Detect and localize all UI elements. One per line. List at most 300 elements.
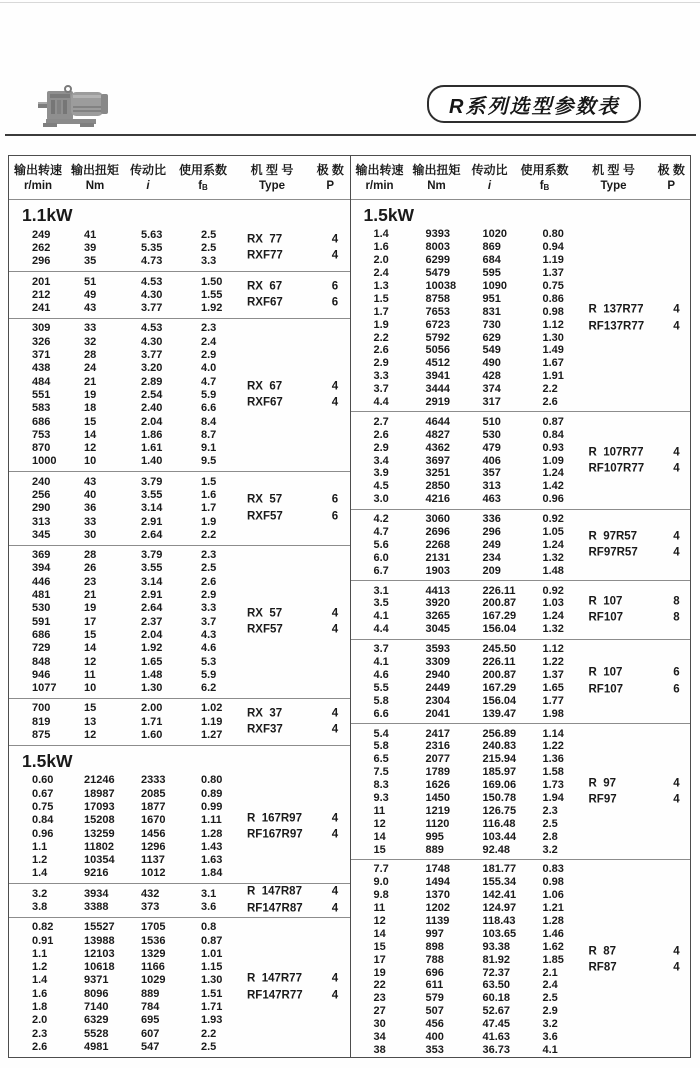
speed-cell: 1.2: [32, 854, 48, 867]
ratio-cell: 1166: [141, 961, 165, 974]
service-factor-cell: 1.02: [201, 702, 223, 715]
type-label: RF167R97: [247, 828, 303, 841]
power-section-label: 1.5kW: [22, 750, 73, 771]
torque-cell: 12: [84, 655, 97, 668]
torque-cell: 51: [84, 275, 97, 288]
parameter-group: [351, 411, 691, 508]
speed-cell: 30: [373, 1018, 386, 1031]
table-row: [9, 348, 350, 361]
ratio-cell: 209: [482, 564, 501, 577]
table-row: [351, 480, 691, 493]
service-factor-cell: 2.6: [542, 396, 558, 409]
service-factor-cell: 1.24: [542, 467, 564, 480]
ratio-cell: 4.53: [141, 322, 163, 335]
service-factor-cell: 3.3: [201, 255, 217, 268]
poles-value: 8: [673, 611, 680, 624]
torque-cell: 12: [84, 442, 97, 455]
table-row: [351, 1031, 691, 1044]
speed-cell: 14: [373, 927, 386, 940]
table-row: [351, 707, 691, 720]
type-pole-overlay: [247, 278, 345, 311]
service-factor-cell: 3.3: [201, 602, 217, 615]
page-edge-line: [0, 2, 700, 3]
torque-cell: 13: [84, 715, 97, 728]
torque-cell: 4362: [425, 441, 450, 454]
speed-cell: 446: [32, 575, 51, 588]
ratio-cell: 139.47: [482, 707, 517, 720]
ratio-cell: 3.79: [141, 549, 163, 562]
type-label: RXF67: [247, 296, 283, 309]
type-line: [247, 378, 345, 395]
table-row: [9, 774, 350, 787]
torque-cell: 1219: [425, 804, 450, 817]
ratio-cell: 2.89: [141, 375, 163, 388]
ratio-cell: 1.71: [141, 715, 163, 728]
speed-cell: 27: [373, 1005, 386, 1018]
ratio-cell: 124.97: [482, 902, 517, 915]
parameter-group: [9, 745, 350, 883]
speed-cell: 3.5: [373, 597, 389, 610]
type-label: RX 37: [247, 707, 283, 720]
group-rows: [351, 863, 691, 1056]
type-label: RX 67: [247, 280, 283, 293]
service-factor-cell: 1.49: [542, 344, 564, 357]
group-rows: [351, 727, 691, 856]
parameter-group: [351, 859, 691, 1058]
ratio-cell: 889: [141, 987, 160, 1000]
ratio-cell: 1.61: [141, 442, 163, 455]
speed-cell: 6.7: [373, 564, 389, 577]
type-label: RF137R77: [588, 320, 645, 333]
ratio-cell: 374: [482, 383, 501, 396]
type-line: [247, 295, 345, 312]
speed-cell: 256: [32, 488, 51, 501]
speed-cell: 7.7: [373, 863, 389, 876]
type-line: [247, 987, 345, 1004]
service-factor-cell: 2.3: [542, 804, 558, 817]
poles-value: 6: [331, 493, 339, 506]
type-label: R 107R77: [588, 446, 644, 459]
speed-cell: 484: [32, 375, 51, 388]
torque-cell: 5528: [84, 1027, 109, 1040]
service-factor-cell: 0.98: [542, 305, 564, 318]
torque-cell: 2316: [425, 740, 450, 753]
speed-cell: 4.1: [373, 656, 389, 669]
service-factor-cell: 1.73: [542, 779, 564, 792]
type-pole-overlay: [589, 444, 687, 477]
type-line: [589, 775, 687, 792]
poles-value: 4: [331, 396, 339, 409]
table-row: [9, 335, 350, 348]
service-factor-cell: 1.32: [542, 551, 564, 564]
speed-cell: 4.2: [373, 513, 389, 526]
parameter-group: [9, 917, 350, 1057]
ratio-cell: 142.41: [482, 889, 517, 902]
table-row: [351, 727, 691, 740]
poles-value: 6: [331, 296, 339, 309]
table-row: [351, 843, 691, 856]
speed-cell: 700: [32, 702, 51, 715]
service-factor-cell: 1.55: [201, 288, 223, 301]
torque-cell: 3697: [425, 454, 450, 467]
ratio-cell: 432: [141, 887, 160, 900]
service-factor-cell: 1.01: [201, 947, 223, 960]
type-pole-overlay: [247, 378, 345, 411]
service-factor-cell: 1.28: [201, 827, 223, 840]
speed-cell: 249: [32, 228, 51, 241]
type-label: RF97: [588, 793, 617, 806]
torque-cell: 3388: [84, 901, 109, 913]
ratio-cell: 530: [482, 428, 501, 441]
service-factor-cell: 1.36: [542, 753, 564, 766]
speed-cell: 729: [32, 642, 51, 655]
table-row: [9, 682, 350, 695]
table-row: [9, 362, 350, 375]
torque-cell: 9371: [84, 974, 109, 987]
service-factor-cell: 1.32: [542, 623, 564, 636]
torque-cell: 3060: [425, 513, 450, 526]
ratio-cell: 181.77: [482, 863, 517, 876]
torque-cell: 1120: [425, 817, 450, 830]
group-rows: [351, 643, 691, 720]
ratio-cell: 47.45: [482, 1018, 511, 1031]
ratio-cell: 150.78: [482, 791, 517, 804]
ratio-cell: 3.77: [141, 349, 163, 362]
title-badge: [427, 85, 641, 123]
ratio-cell: 2085: [141, 787, 166, 800]
torque-cell: 5479: [425, 267, 450, 280]
service-factor-cell: 9.5: [201, 455, 217, 468]
speed-cell: 12: [373, 914, 386, 927]
type-pole-overlay: [589, 593, 687, 626]
torque-cell: 696: [425, 966, 444, 979]
speed-cell: 583: [32, 402, 51, 415]
speed-cell: 1.1: [32, 840, 48, 853]
service-factor-cell: 1.12: [542, 643, 564, 656]
table-row: [351, 863, 691, 876]
type-label: RF107: [588, 683, 624, 696]
service-factor-cell: 2.2: [542, 383, 558, 396]
service-factor-cell: 5.9: [201, 668, 217, 681]
torque-cell: 3444: [425, 383, 450, 396]
ratio-cell: 3.14: [141, 575, 163, 588]
page-title: R系列选型参数表: [449, 95, 620, 118]
header-output-speed: 输出转速 r/min: [355, 163, 404, 192]
service-factor-cell: 1.30: [542, 331, 564, 344]
service-factor-cell: 0.99: [201, 800, 223, 813]
parameter-group: [9, 318, 350, 471]
service-factor-cell: 1.5: [201, 475, 217, 488]
torque-cell: 17: [84, 615, 97, 628]
service-factor-cell: 1.37: [542, 668, 564, 681]
torque-cell: 4216: [425, 493, 450, 506]
speed-cell: 3.0: [373, 493, 389, 506]
ratio-cell: 547: [141, 1040, 160, 1053]
ratio-cell: 185.97: [482, 766, 517, 779]
service-factor-cell: 1.85: [542, 953, 564, 966]
header-type: 机 型 号 Type: [250, 163, 294, 192]
type-pole-overlay: [589, 775, 687, 808]
table-row: [351, 889, 691, 902]
torque-cell: 889: [425, 843, 444, 856]
poles-value: 4: [331, 812, 339, 825]
speed-cell: 22: [373, 979, 386, 992]
poles-value: 6: [331, 510, 339, 523]
ratio-cell: 3.55: [141, 488, 163, 501]
ratio-cell: 156.04: [482, 694, 517, 707]
table-row: [351, 254, 691, 267]
speed-cell: 686: [32, 415, 51, 428]
type-line: [589, 593, 687, 610]
torque-cell: 2131: [425, 551, 450, 564]
ratio-cell: 313: [482, 480, 501, 493]
ratio-cell: 116.48: [482, 817, 516, 830]
ratio-cell: 167.29: [482, 681, 517, 694]
service-factor-cell: 0.87: [542, 415, 564, 428]
torque-cell: 3309: [425, 656, 450, 669]
ratio-cell: 1705: [141, 921, 166, 934]
ratio-cell: 240.83: [482, 740, 517, 753]
torque-cell: 579: [425, 992, 444, 1005]
torque-cell: 24: [84, 362, 97, 375]
ratio-cell: 249: [482, 538, 501, 551]
service-factor-cell: 0.93: [542, 441, 564, 454]
ratio-cell: 296: [482, 526, 501, 539]
group-rows: [9, 228, 350, 268]
type-line: [589, 960, 687, 977]
torque-cell: 18: [84, 402, 97, 415]
ratio-cell: 1137: [141, 854, 165, 867]
type-label: RX 67: [247, 380, 283, 393]
ratio-cell: 234: [482, 551, 501, 564]
column-headers-left: [9, 156, 350, 200]
table-row: [351, 1018, 691, 1031]
poles-value: 6: [673, 683, 680, 696]
type-label: R 147R87: [247, 885, 302, 898]
ratio-cell: 317: [482, 396, 501, 409]
service-factor-cell: 0.92: [542, 584, 564, 597]
speed-cell: 1.1: [32, 947, 48, 960]
type-pole-overlay: [247, 971, 345, 1004]
table-row: [351, 513, 691, 526]
speed-cell: 4.7: [373, 526, 389, 539]
poles-value: 4: [331, 623, 339, 636]
torque-cell: 15: [84, 628, 97, 641]
service-factor-cell: 1.06: [542, 889, 564, 902]
ratio-cell: 479: [482, 441, 501, 454]
parameter-group: [351, 580, 691, 639]
ratio-cell: 167.29: [482, 610, 517, 623]
service-factor-cell: 1.62: [542, 940, 564, 953]
type-label: RXF57: [247, 510, 283, 523]
ratio-cell: 1.65: [141, 655, 163, 668]
ratio-cell: 1.30: [141, 682, 163, 695]
poles-value: 4: [331, 885, 339, 898]
speed-cell: 1.4: [373, 228, 389, 241]
speed-cell: 9.8: [373, 889, 389, 902]
type-label: RXF37: [247, 723, 283, 736]
poles-value: 4: [673, 945, 680, 958]
ratio-cell: 3.55: [141, 562, 163, 575]
torque-cell: 1450: [425, 791, 450, 804]
service-factor-cell: 1.05: [542, 526, 564, 539]
type-line: [247, 248, 345, 265]
table-row: [351, 428, 691, 441]
service-factor-cell: 0.87: [201, 934, 223, 947]
table-row: [9, 475, 350, 488]
speed-cell: 309: [32, 322, 51, 335]
torque-cell: 33: [84, 515, 97, 528]
table-row: [351, 817, 691, 830]
table-row: [9, 441, 350, 454]
speed-cell: 2.0: [32, 1014, 48, 1027]
speed-cell: 2.4: [373, 267, 389, 280]
service-factor-cell: 4.0: [201, 362, 217, 375]
table-row: [9, 921, 350, 934]
type-pole-overlay: [247, 605, 345, 638]
torque-cell: 12: [84, 729, 97, 742]
speed-cell: 1.7: [373, 305, 389, 318]
speed-cell: 0.60: [32, 774, 54, 787]
speed-cell: 5.5: [373, 681, 389, 694]
service-factor-cell: 2.9: [201, 349, 217, 362]
ratio-cell: 156.04: [482, 623, 517, 636]
speed-cell: 875: [32, 729, 51, 742]
type-line: [247, 705, 345, 722]
ratio-cell: 72.37: [482, 966, 511, 979]
type-line: [589, 545, 687, 562]
table-row: [351, 415, 691, 428]
table-row: [351, 1043, 691, 1056]
torque-cell: 23: [84, 575, 97, 588]
torque-cell: 995: [425, 830, 444, 843]
table-row: [9, 867, 350, 880]
torque-cell: 3934: [84, 887, 109, 900]
torque-cell: 6329: [84, 1014, 109, 1027]
speed-cell: 1.6: [32, 987, 48, 1000]
torque-cell: 12103: [84, 947, 115, 960]
speed-cell: 1.9: [373, 318, 389, 331]
speed-cell: 371: [32, 349, 51, 362]
type-pole-overlay: [247, 231, 345, 264]
speed-cell: 345: [32, 528, 51, 541]
type-pole-overlay: [589, 943, 687, 976]
ratio-cell: 695: [141, 1014, 160, 1027]
ratio-cell: 1670: [141, 814, 166, 827]
torque-cell: 14: [84, 642, 97, 655]
power-section-label: 1.5kW: [363, 205, 415, 225]
ratio-cell: 3.79: [141, 475, 163, 488]
type-label: RF97R57: [588, 546, 638, 559]
speed-cell: 5.4: [373, 727, 389, 740]
torque-cell: 32: [84, 335, 97, 348]
service-factor-cell: 2.5: [201, 562, 217, 575]
service-factor-cell: 2.3: [201, 322, 217, 335]
type-pole-overlay: [589, 302, 687, 335]
service-factor-cell: 5.3: [201, 655, 217, 668]
table-row: [9, 787, 350, 800]
torque-cell: 1626: [425, 779, 450, 792]
speed-cell: 481: [32, 589, 51, 602]
torque-cell: 18987: [84, 787, 115, 800]
torque-cell: 1789: [425, 766, 450, 779]
service-factor-cell: 1.51: [201, 987, 223, 1000]
torque-cell: 35: [84, 255, 97, 268]
ratio-cell: 52.67: [482, 1005, 511, 1018]
ratio-cell: 1029: [141, 974, 166, 987]
table-row: [9, 642, 350, 655]
speed-cell: 4.1: [373, 610, 389, 623]
speed-cell: 3.4: [373, 454, 389, 467]
torque-cell: 13259: [84, 827, 115, 840]
torque-cell: 19: [84, 602, 97, 615]
type-line: [247, 508, 345, 525]
parameter-group: [9, 545, 350, 698]
service-factor-cell: 0.83: [542, 863, 564, 876]
poles-value: 4: [673, 303, 680, 316]
service-factor-cell: 1.65: [542, 681, 564, 694]
type-line: [247, 622, 345, 639]
poles-value: 4: [673, 462, 680, 475]
ratio-cell: 336: [482, 513, 501, 526]
service-factor-cell: 2.2: [201, 1027, 217, 1040]
speed-cell: 946: [32, 668, 51, 681]
ratio-cell: 5.63: [141, 228, 163, 241]
torque-cell: 26: [84, 562, 97, 575]
ratio-cell: 2333: [141, 774, 166, 787]
table-row: [351, 344, 691, 357]
torque-cell: 3265: [425, 610, 450, 623]
service-factor-cell: 1.67: [542, 357, 564, 370]
type-line: [589, 792, 687, 809]
torque-cell: 36: [84, 502, 97, 515]
speed-cell: 5.8: [373, 740, 389, 753]
torque-cell: 8003: [425, 241, 450, 254]
speed-cell: 313: [32, 515, 51, 528]
poles-value: 8: [673, 595, 680, 608]
ratio-cell: 3.14: [141, 502, 163, 515]
type-label: RF147R87: [247, 902, 303, 915]
type-pole-overlay: [589, 665, 687, 698]
poles-value: 4: [673, 777, 680, 790]
torque-cell: 11: [84, 668, 96, 681]
type-label: RF107R77: [588, 462, 645, 475]
speed-cell: 2.6: [373, 344, 389, 357]
torque-cell: 3045: [425, 623, 450, 636]
type-label: RX 57: [247, 493, 283, 506]
speed-cell: 3.3: [373, 370, 389, 383]
torque-cell: 2696: [425, 526, 450, 539]
ratio-cell: 549: [482, 344, 501, 357]
speed-cell: 530: [32, 602, 51, 615]
ratio-cell: 463: [482, 493, 501, 506]
ratio-cell: 36.73: [482, 1043, 511, 1056]
ratio-cell: 118.43: [482, 914, 516, 927]
column-headers-right: [351, 156, 691, 200]
torque-cell: 28: [84, 349, 97, 362]
speed-cell: 34: [373, 1030, 386, 1043]
table-row: [9, 1040, 350, 1053]
service-factor-cell: 1.27: [201, 729, 223, 742]
service-factor-cell: 1.84: [201, 867, 223, 880]
header-service-factor: 使用系数 fB: [178, 163, 227, 192]
ratio-cell: 2.64: [141, 528, 163, 541]
ratio-cell: 1020: [482, 228, 507, 241]
table-row: [9, 947, 350, 960]
torque-cell: 898: [425, 940, 444, 953]
power-section-label: 1.1kW: [22, 205, 73, 225]
header-output-torque: 输出扭矩 Nm: [412, 163, 461, 192]
